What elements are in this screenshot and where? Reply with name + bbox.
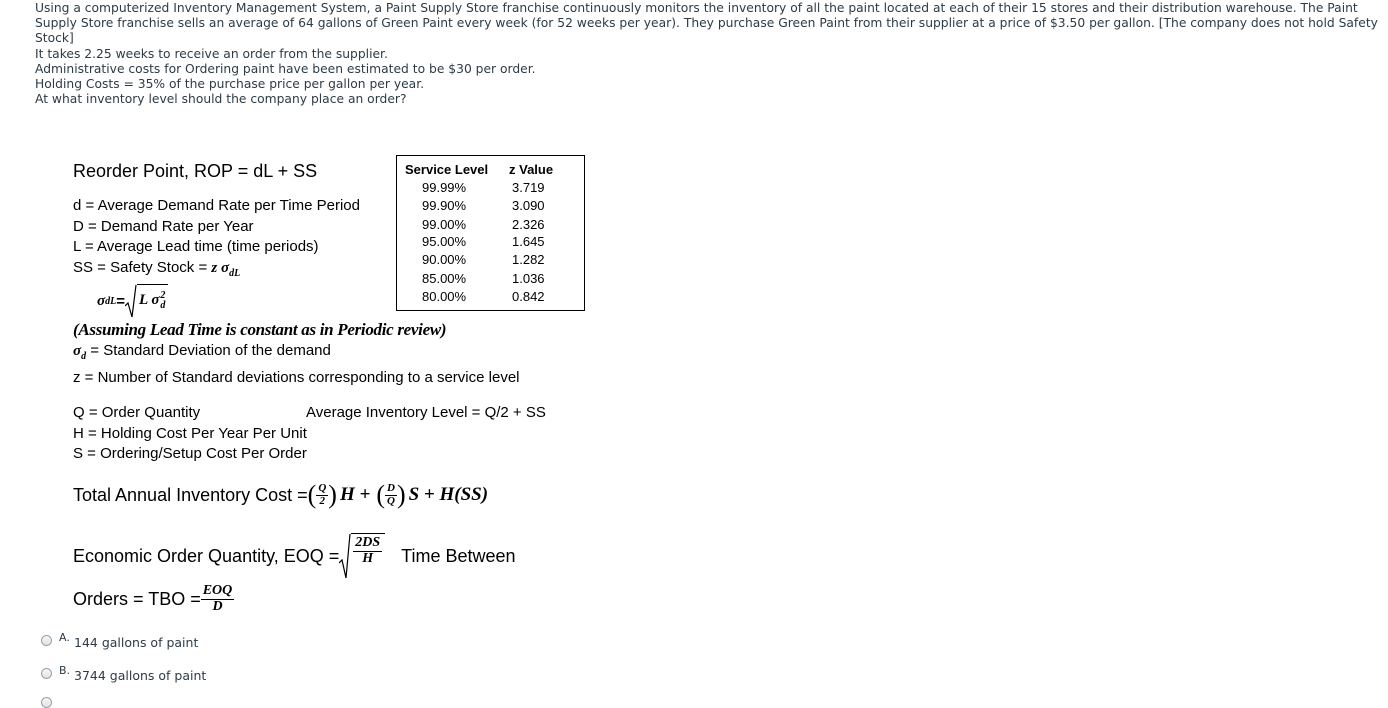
service-level-cell: 80.00%: [422, 289, 467, 304]
z-value-cell: 0.842: [512, 289, 545, 304]
assumption-note: (Assuming Lead Time is constant as in Periodic review): [73, 320, 447, 339]
service-level-cell: 90.00%: [422, 252, 467, 267]
service-level-cell: 99.90%: [422, 198, 467, 213]
ss-definition: SS = Safety Stock = z $\sigma_{dL}$: [73, 259, 241, 280]
q-definition: Q = Order Quantity: [73, 404, 201, 421]
option-letter: B.: [59, 664, 71, 677]
sqrt-symbol: L σ 2 d: [125, 284, 168, 318]
cost-definitions: [73, 403, 307, 465]
d-definition: d = Average Demand Rate per Time Period: [73, 197, 360, 214]
h-definition: H = Holding Cost Per Year Per Unit: [73, 424, 307, 442]
eoq-formula: [73, 532, 516, 580]
sigma-z-definitions: [73, 341, 520, 388]
time-between-label: Time Between: [401, 545, 516, 566]
question-paragraph: Using a computerized Inventory Management System, a Paint Supply Store franchise continuously monitors the inventory of all the paint located at each of their 15 stores and their distribution warehouse. The Paint Supply Store franchise sells an average of 64 gallons of Green Paint every week (for 52 weeks per year). They purchase Green Paint from their supplier at a price of $3.50 per gallon. [The company does not hold Safety Stock]: [35, 1, 1378, 46]
D-definition: D = Demand Rate per Year: [73, 217, 254, 235]
question-prompt: At what inventory level should the company place an order?: [35, 92, 407, 107]
radio-button-a[interactable]: [41, 635, 52, 646]
lead-time-line: It takes 2.25 weeks to receive an order from the supplier.: [35, 46, 388, 61]
total-cost-label: Total Annual Inventory Cost =: [73, 484, 308, 505]
service-level-header: Service Level: [405, 162, 489, 177]
z-value-header: z Value: [509, 162, 554, 177]
L-definition: L = Average Lead time (time periods): [73, 238, 319, 256]
eoq-label: Economic Order Quantity, EOQ =: [73, 545, 340, 566]
question-text: [35, 1, 1380, 107]
average-inventory-formula: Average Inventory Level = Q/2 + SS: [306, 404, 546, 421]
tbo-label: Orders = TBO =: [73, 588, 201, 609]
z-value-cell: 3.090: [512, 198, 545, 213]
z-value-cell: 1.036: [512, 271, 545, 286]
service-level-cell: 85.00%: [422, 271, 467, 286]
z-definition: z = Number of Standard deviations corresponding to a service level: [73, 368, 520, 386]
tbo-formula: Orders = TBO = $\frac{\text{EOQ}}{D}$: [73, 582, 233, 614]
sigma-d-definition: $\sigma_d$ = Standard Deviation of the demand: [73, 342, 331, 362]
s-definition: S = Ordering/Setup Cost Per Order: [73, 445, 307, 463]
option-text[interactable]: 3744 gallons of paint: [74, 668, 207, 683]
service-level-cell: 99.00%: [422, 217, 467, 232]
radio-button-c-partial[interactable]: [41, 697, 52, 708]
ordering-cost-line: Administrative costs for Ordering paint have been estimated to be $30 per order.: [35, 61, 536, 76]
z-value-cell: 3.719: [512, 180, 545, 195]
holding-cost-line: Holding Costs = 35% of the purchase price per gallon per year.: [35, 77, 425, 92]
radio-button-b[interactable]: [41, 668, 52, 679]
rop-formula-text: Reorder Point, ROP = dL + SS: [73, 161, 318, 181]
service-level-cell: 95.00%: [422, 234, 467, 249]
z-value-cell: 1.645: [512, 234, 545, 249]
service-level-table: [396, 155, 585, 311]
z-value-cell: 2.326: [512, 217, 545, 232]
service-level-cell: 99.99%: [422, 180, 467, 195]
rop-formula: [73, 161, 317, 182]
z-value-cell: 1.282: [512, 252, 545, 267]
eoq-sqrt-symbol: $\frac{2DS}{H}$: [339, 533, 385, 579]
sigma-dl-formula: σ dL = L σ 2 d: [97, 283, 168, 319]
option-letter: A.: [59, 631, 70, 644]
definitions-block: [73, 196, 360, 285]
total-cost-formula: Total Annual Inventory Cost = ( $\frac{Q}{2}$ ) H + ( $\frac{D}{Q}$ ) S + H(SS): [73, 480, 489, 509]
option-text[interactable]: 144 gallons of paint: [74, 635, 199, 650]
